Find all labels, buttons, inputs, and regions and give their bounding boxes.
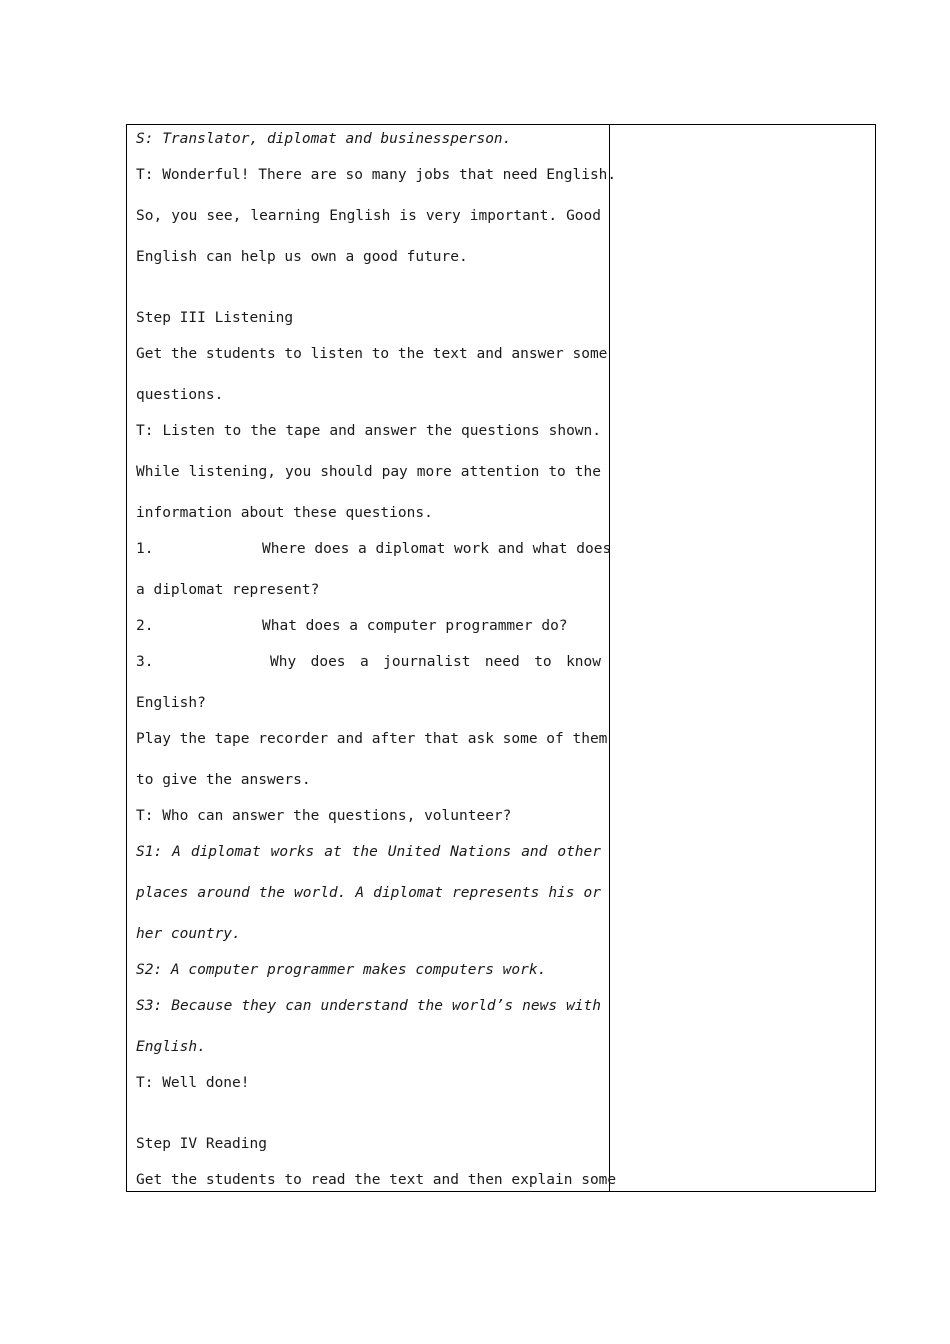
question-line: English? xyxy=(136,695,206,711)
question-line: Where does a diplomat work and what does xyxy=(262,541,612,557)
text-line: questions. xyxy=(136,387,224,403)
step-heading: Step III Listening xyxy=(136,310,294,326)
text-line: Get the students to read the text and then explain some xyxy=(136,1172,617,1188)
question-line: Why does a journalist need to know xyxy=(270,654,601,670)
list-number: 1. xyxy=(136,541,154,557)
teacher-line: T: Wonderful! There are so many jobs that need English. xyxy=(136,167,617,183)
student-line: places around the world. A diplomat represents his or xyxy=(136,885,601,901)
list-number: 2. xyxy=(136,618,154,634)
student-line: S1: A diplomat works at the United Nations and other xyxy=(136,844,601,860)
student-line: English. xyxy=(136,1039,206,1055)
question-line: a diplomat represent? xyxy=(136,582,320,598)
step-heading: Step IV Reading xyxy=(136,1136,267,1152)
text-line: information about these questions. xyxy=(136,505,433,521)
right-column xyxy=(610,125,875,1191)
teacher-line: T: Listen to the tape and answer the questions shown. xyxy=(136,423,601,439)
lesson-table xyxy=(126,124,876,1192)
text-line: Play the tape recorder and after that ask some of them xyxy=(136,731,608,747)
text-line: Get the students to listen to the text and answer some xyxy=(136,346,608,362)
left-column xyxy=(127,125,617,1191)
student-line: S3: Because they can understand the world’s news with xyxy=(136,998,601,1014)
text-line: English can help us own a good future. xyxy=(136,249,468,265)
text-line: to give the answers. xyxy=(136,772,311,788)
student-line: S: Translator, diplomat and businessperson. xyxy=(136,131,512,147)
teacher-line: T: Well done! xyxy=(136,1075,250,1091)
question-line: What does a computer programmer do? xyxy=(262,618,568,634)
list-number: 3. xyxy=(136,654,154,670)
student-line: her country. xyxy=(136,926,241,942)
text-line: While listening, you should pay more attention to the xyxy=(136,464,601,480)
teacher-line: T: Who can answer the questions, volunteer? xyxy=(136,808,512,824)
student-line: S2: A computer programmer makes computers work. xyxy=(136,962,547,978)
text-line: So, you see, learning English is very important. Good xyxy=(136,208,601,224)
